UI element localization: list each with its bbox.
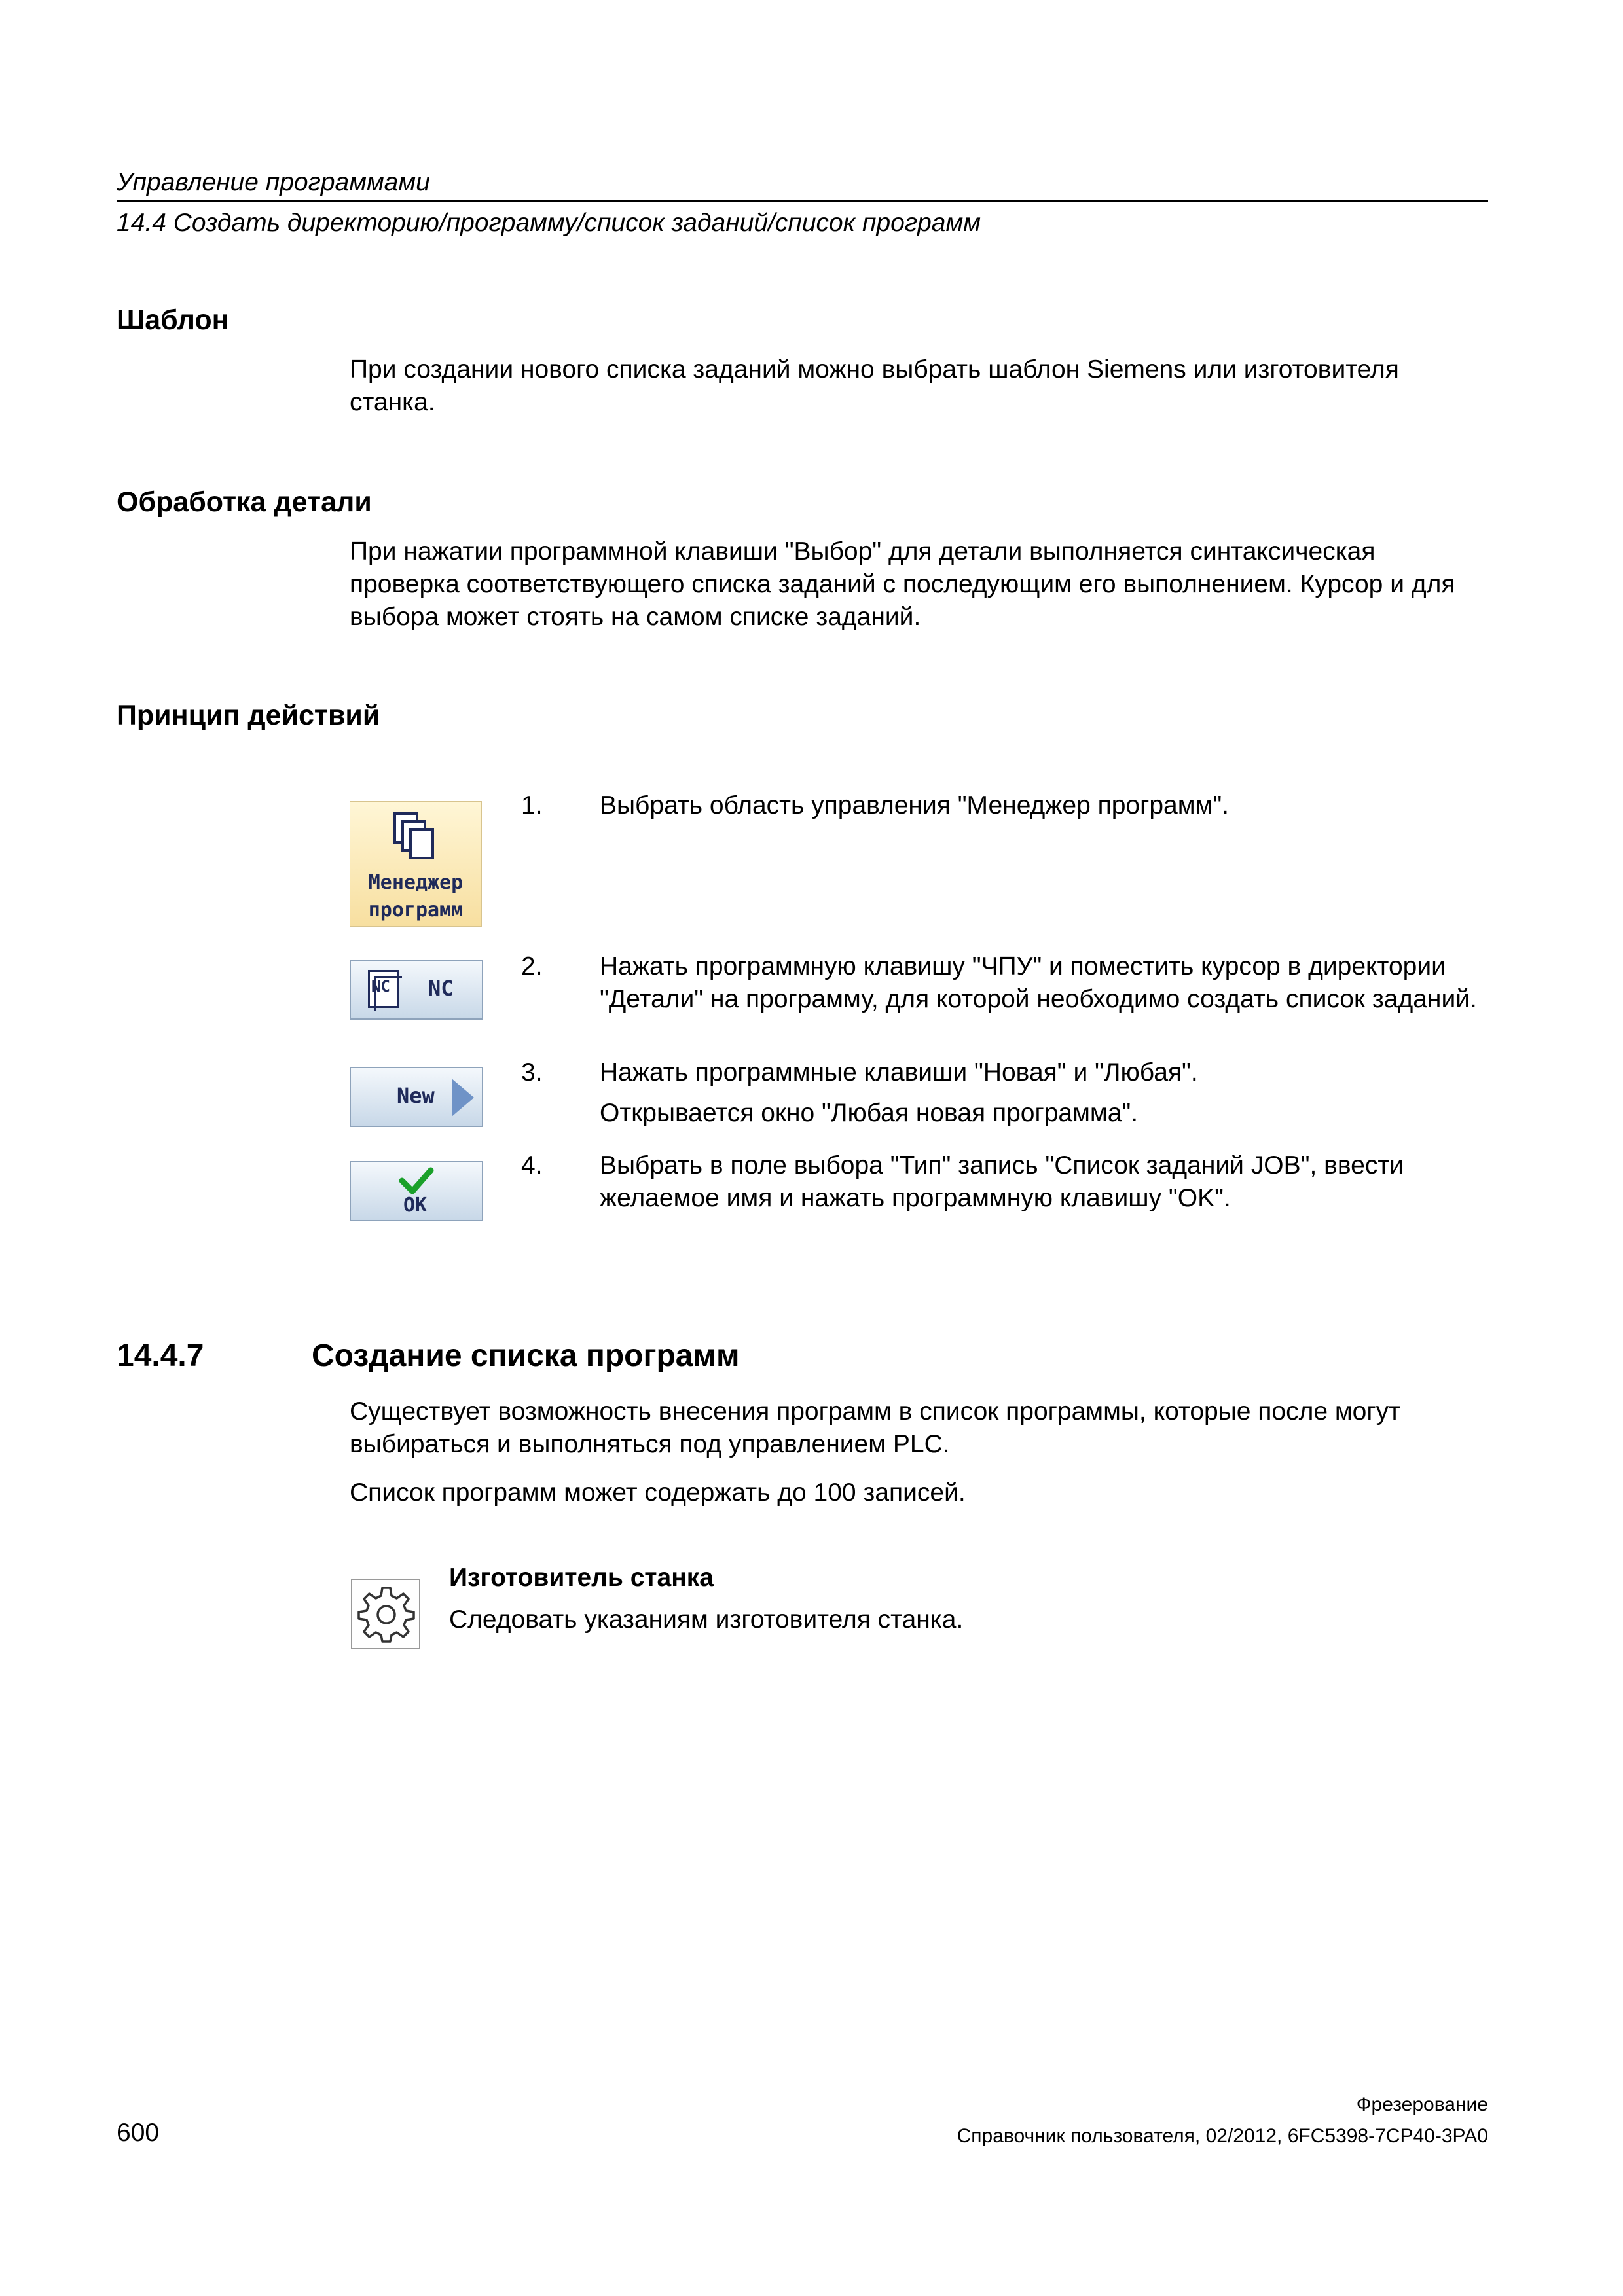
- gear-icon: [356, 1584, 416, 1644]
- new-softkey[interactable]: [350, 1067, 483, 1127]
- running-header-chapter: Управление программами: [117, 168, 430, 196]
- arrow-right-icon: [449, 1077, 475, 1118]
- step-number: 2.: [521, 952, 543, 980]
- nc-icon-text: NC: [371, 977, 390, 996]
- new-softkey-label: New: [397, 1083, 435, 1108]
- checkmark-icon: [398, 1166, 435, 1195]
- heading-procedure: Принцип действий: [117, 700, 380, 731]
- footer-doc: Справочник пользователя, 02/2012, 6FC5398-7CP40-3PA0: [957, 2125, 1488, 2147]
- section-number: 14.4.7: [117, 1338, 204, 1373]
- section-title: Создание списка программ: [312, 1338, 740, 1373]
- nc-softkey-label: NC: [428, 976, 454, 1001]
- nc-icon: [368, 970, 399, 1008]
- section-para-2: Список программ может содержать до 100 записей.: [350, 1479, 966, 1507]
- note-icon-box: [351, 1579, 420, 1649]
- heading-template: Шаблон: [117, 304, 229, 336]
- step-number: 4.: [521, 1151, 543, 1179]
- header-rule: [117, 200, 1488, 202]
- step-text: Нажать программную клавишу "ЧПУ" и поместить курсор в директории "Детали" на программу, для которой необходимо создать список заданий.: [600, 952, 1477, 1013]
- ok-softkey-label: OK: [403, 1194, 428, 1217]
- note-title: Изготовитель станка: [449, 1564, 714, 1592]
- section-para-1: Существует возможность внесения программ в список программы, которые после могут выбираться и выполняться под управлением PLC.: [350, 1397, 1400, 1458]
- ok-softkey[interactable]: [350, 1161, 483, 1221]
- program-manager-label-line1: Менеджер: [368, 871, 464, 894]
- program-manager-label-line2: программ: [368, 899, 464, 922]
- step-text: Выбрать в поле выбора "Тип" запись "Список заданий JOB", ввести желаемое имя и нажать программную клавишу "OK".: [600, 1151, 1404, 1212]
- nc-softkey[interactable]: [350, 960, 483, 1020]
- page-number: 600: [117, 2119, 160, 2147]
- step-number: 1.: [521, 791, 543, 819]
- program-manager-softkey[interactable]: [350, 801, 482, 927]
- note-text: Следовать указаниям изготовителя станка.: [449, 1605, 964, 1634]
- step-text: Нажать программные клавиши "Новая" и "Любая".: [600, 1058, 1198, 1086]
- processing-text: При нажатии программной клавиши "Выбор" для детали выполняется синтаксическая проверка соответствующего списка заданий с последующим его выполнением. Курсор и для выбора может стоять на самом списке заданий.: [350, 537, 1455, 631]
- template-text: При создании нового списка заданий можно выбрать шаблон Siemens или изготовителя станка.: [350, 355, 1399, 416]
- program-manager-icon: [392, 811, 438, 862]
- step-number: 3.: [521, 1058, 543, 1086]
- footer-product: Фрезерование: [1356, 2094, 1488, 2115]
- heading-processing: Обработка детали: [117, 486, 372, 518]
- step-text-result: Открывается окно "Любая новая программа".: [600, 1099, 1139, 1127]
- step-text: Выбрать область управления "Менеджер программ".: [600, 791, 1230, 819]
- running-header-section: 14.4 Создать директорию/программу/список заданий/список программ: [117, 209, 981, 237]
